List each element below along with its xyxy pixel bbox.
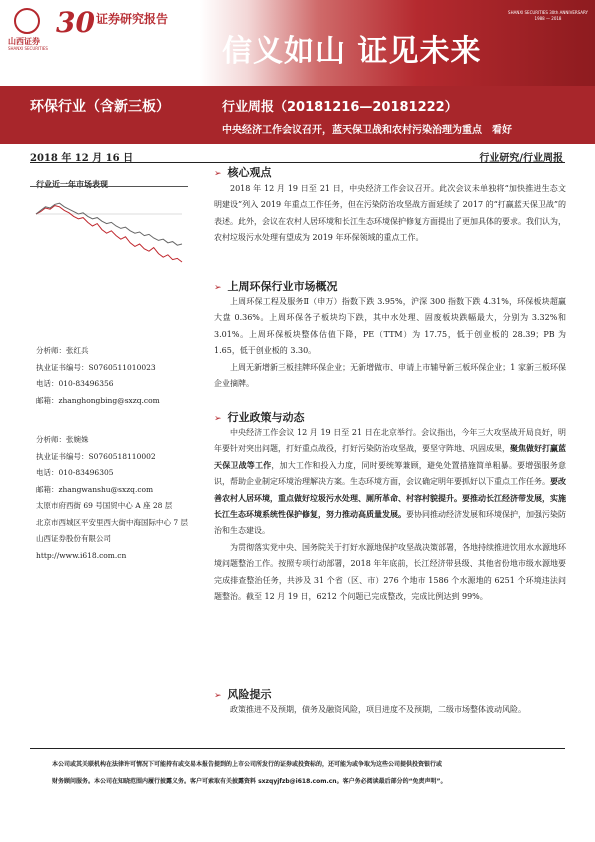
company-name: 山西证券股份有限公司: [36, 534, 111, 543]
report-title: 行业周报（20181216—20181222）: [222, 100, 458, 115]
section-heading-text: 上周环保行业市场概况: [227, 280, 338, 293]
paragraph: 上周无新增新三板挂牌环保企业；无新增做市、申请上市辅导新三板环保企业；1 家新三板环保企业摘牌。: [214, 362, 566, 389]
headline: 中央经济工作会议召开，蓝天保卫战和农村污染治理为重点 看好: [222, 125, 512, 136]
analyst-name: 分析师：张红兵: [36, 346, 89, 355]
report-date: 2018 年 12 月 16 日: [30, 153, 134, 164]
market-performance-chart: [30, 190, 188, 278]
section-policy: [214, 425, 566, 605]
section-market: [214, 294, 566, 392]
paragraph: [214, 425, 566, 540]
section-heading-risk: [214, 686, 272, 702]
analyst-name: 分析师：张婉姝: [36, 435, 89, 444]
analyst-license: 执业证书编号：S0760511010023: [36, 362, 156, 372]
paragraph: 政策推进不及预期，债务及融资风险，项目进度不及预期，二级市场整体波动风险。: [230, 705, 526, 714]
industry-title: 环保行业（含新三板）: [30, 99, 170, 115]
logo-en: SHANXI SECURITIES: [8, 46, 48, 51]
anniversary-badge: SHANXI SECURITIES 30th ANNIVERSARY 1988 — 2018: [508, 10, 588, 21]
text-run: 要协同推动经济发展和环境保护，加强污染防治和生态建设。: [214, 510, 566, 536]
analyst-phone: 电话：010-83496356: [36, 379, 114, 388]
analyst-license: 执业证书编号：S0760518110002: [36, 451, 156, 461]
arrow-icon: ➢: [214, 283, 222, 293]
analyst-block: [36, 432, 196, 498]
arrow-icon: ➢: [214, 169, 222, 179]
analyst-block: [36, 343, 196, 409]
chart-title: 行业近一年市场表现: [36, 179, 108, 189]
disclaimer-line: 财务顾问服务。本公司在知晓范围内履行披露义务。客户可索取有关披露资料 sxzqyjfzb@i618.com.cn。客户务必阅读最后部分的“免责声明”。: [52, 778, 447, 785]
section-heading-market: [214, 278, 338, 294]
bold-run: 聚焦做好打赢蓝天保卫战等工作: [214, 444, 566, 470]
paragraph: 2018 年 12 月 19 日至 21 日，中央经济工作会议召开。此次会议未单独将“加快推进生态文明建设”列入 2019 年重点工作任务，但在污染防治攻坚战方面延续了 2017 的“打赢蓝天保卫战”的表述。此外，会议在农村人居环境和长江生态环境保护修复方面提出了更加具体的要求。我们认为，农村垃圾污水处理有望成为 2019 年环保领域的重点工作。: [214, 184, 566, 243]
address-block: [36, 498, 196, 564]
section-heading-text: 风险提示: [227, 688, 272, 701]
bold-run: 要改善农村人居环境，重点做好垃圾污水处理、厕所革命、村容村貌提升。要推动长江经济带发展，实施长江生态环境系统性保护修复，努力推动高质量发展。: [214, 477, 566, 520]
paragraph: 上周环保工程及服务Ⅱ（申万）指数下跌 3.95%，沪深 300 指数下跌 4.31%，环保板块超赢大盘 0.36%。上周环保各子板块均下跌，其中水处理、固废板块跌幅最大，分别为 3.32%和 3.01%。上周环保板块整体估值下降，PE（TTM）为 17.75，低于创业板的 28.39；PB 为 1.65，低于创业板的 3.30。: [214, 297, 566, 356]
section-heading-text: 行业政策与动态: [227, 411, 305, 424]
text-run: 中央经济工作会议 12 月 19 日至 21 日在北京举行。会议指出，今年三大攻坚战开局良好，明年要针对突出问题，打好重点战役，打好污染防治攻坚战，要坚守阵地、巩固成果，: [214, 428, 566, 454]
disclaimer-line: 本公司或其关联机构在法律许可情况下可能持有或交易本报告提到的上市公司所发行的证券或投资标的，还可能为或争取为这些公司提供投资银行或: [52, 761, 443, 768]
slogan: 信义如山 证见未来: [222, 34, 482, 69]
logo-name: 山西证券: [8, 37, 40, 46]
disclaimer: [52, 756, 557, 790]
report-category: 行业研究/行业周报: [479, 153, 563, 164]
company-url[interactable]: http://www.i618.com.cn: [36, 550, 127, 560]
report-type: 证券研究报告: [96, 12, 169, 26]
divider: [30, 186, 188, 187]
footer-divider: [30, 748, 565, 749]
chart-series-line-1: [36, 203, 182, 245]
section-core-view: [214, 181, 566, 247]
address-line: 北京市西城区平安里西大街中海国际中心 7 层: [36, 517, 189, 527]
section-risk: [214, 702, 566, 718]
text-run: ，加大工作和投入力度，同时要统筹兼顾，避免处置措施简单粗暴。要增强服务意识，帮助企业制定环境治理解决方案。生态环境方面，会议确定明年要抓好以下重点工作任务。: [214, 460, 567, 487]
divider: [30, 162, 565, 163]
address-line: 太原市府西街 69 号国贸中心 A 座 28 层: [36, 501, 173, 510]
analyst-phone: 电话：010-83496305: [36, 468, 114, 477]
arrow-icon: ➢: [214, 414, 222, 424]
anniversary-mark: 30: [56, 6, 95, 39]
section-heading-core-view: [214, 164, 272, 180]
section-heading-policy: [214, 409, 305, 425]
analyst-email[interactable]: 邮箱：zhanghongbing@sxzq.com: [36, 395, 160, 405]
logo-icon: [14, 8, 40, 34]
analyst-email[interactable]: 邮箱：zhangwanshu@sxzq.com: [36, 484, 154, 494]
section-heading-text: 核心观点: [227, 166, 272, 179]
arrow-icon: ➢: [214, 691, 222, 701]
paragraph: 为贯彻落实党中央、国务院关于打好水源地保护攻坚战决策部署，各地持续推进饮用水水源地环境问题整治工作。按照专项行动部署，2018 年年底前，长江经济带县级、其他省份地市级水源地要完成排查整治任务，共涉及 31 个省（区、市）276 个地市 1586 个水源地的 6251 个环境违法问题整治。截至 12 月 19 日，6212 个问题已完成整改，完成比例达到 99%。: [214, 542, 566, 602]
